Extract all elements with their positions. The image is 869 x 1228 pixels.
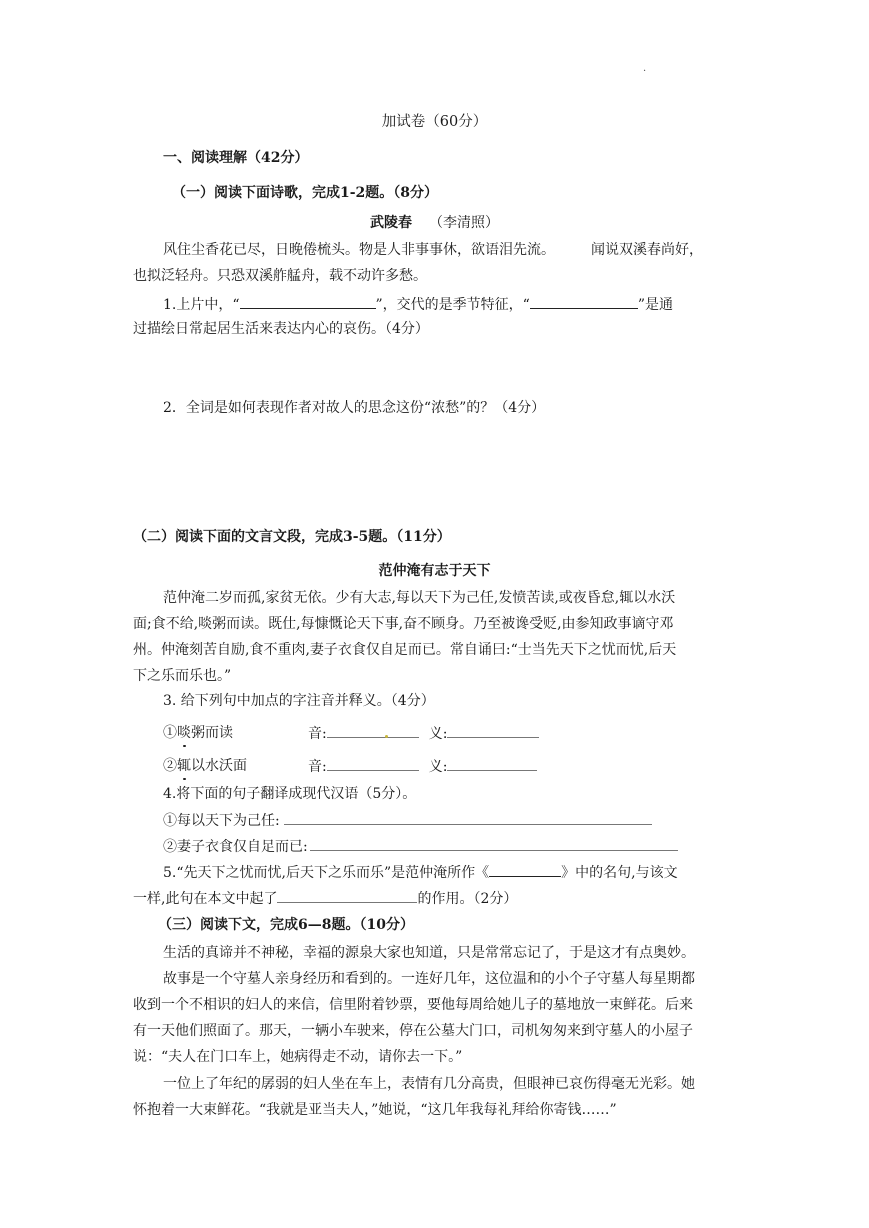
- q3-a-yin-label: 音:: [308, 726, 327, 742]
- q5-text-a: 5.“先天下之忧而忧,后天下之乐而乐”是范仲淹所作《: [163, 865, 490, 881]
- q3-a-dotted-char: 啖: [177, 725, 191, 741]
- classical-title: 范仲淹有志于天下: [378, 563, 491, 579]
- q4-item-b: [163, 836, 678, 857]
- classical-p3: 州。仲淹刻苦自励,食不重肉,妻子衣食仅自足而已。常自诵曰:“士当先天下之忧而忧,后天: [133, 642, 677, 658]
- poem-line-1b: 闻说双溪春尚好，: [591, 242, 703, 258]
- q1-text-b: ”，交代的是季节特征，“: [375, 297, 530, 313]
- q4-b-text: ②妻子衣食仅自足而已:: [163, 839, 308, 855]
- poem-line-1: [163, 240, 703, 260]
- q3-b-num: ②: [163, 758, 177, 774]
- q5-text-c: 一样,此句在本文中起了: [133, 891, 278, 907]
- q2: 2．全词是如何表现作者对故人的思念这份“浓愁”的？（4分）: [163, 400, 546, 416]
- q3-a-text: 粥而读: [191, 725, 233, 741]
- poem-line-2: 也拟泛轻舟。只恐双溪舴艋舟，载不动许多愁。: [133, 268, 427, 284]
- q3-b-yin-blank[interactable]: [327, 756, 419, 771]
- sec3-line-3: 收到一个不相识的妇人的来信，信里附着钞票，要他每周给她儿子的墓地放一束鲜花。后来: [133, 997, 693, 1013]
- sec3-line-1: 生活的真谛并不神秘，幸福的源泉大家也知道，只是常常忘记了，于是这才有点奥妙。: [163, 945, 695, 961]
- q5-line-1: [163, 862, 678, 883]
- part1-heading: 一、阅读理解（42分）: [163, 150, 309, 166]
- q3-b-text: 以水沃面: [191, 758, 247, 774]
- q3-a-yi-blank[interactable]: [447, 723, 539, 738]
- q3-a-yin-blank[interactable]: [327, 723, 419, 738]
- stray-mark: [385, 735, 388, 738]
- q3-b-dotted-char: 辄: [177, 758, 191, 774]
- q3-b-yi-blank[interactable]: [447, 756, 537, 771]
- classical-p2: 面;食不给,啖粥而读。既仕,每慷慨论天下事,奋不顾身。乃至被谗受贬,由参知政事谪守邓: [133, 616, 674, 632]
- sec2-heading: （二）阅读下面的文言文段，完成3-5题。（11分）: [133, 529, 451, 545]
- q3-a-yi-label: 义:: [428, 726, 448, 742]
- q1-blank-2[interactable]: [530, 294, 638, 309]
- q4-a-blank[interactable]: [284, 810, 652, 825]
- exam-title: 加试卷（60分）: [381, 114, 488, 130]
- classical-p4: 下之乐而乐也。”: [133, 668, 232, 684]
- q5-blank-1[interactable]: [489, 862, 561, 877]
- q5-blank-2[interactable]: [277, 888, 417, 903]
- poem-author: （李清照）: [428, 215, 499, 231]
- poem-title-line: [0, 213, 869, 233]
- q4-heading: 4.将下面的句子翻译成现代汉语（5分）。: [163, 786, 417, 802]
- sec3-line-4: 有一天他们照面了。那天，一辆小车驶来，停在公墓大门口，司机匆匆来到守墓人的小屋子: [133, 1023, 693, 1039]
- q5-text-d: 的作用。（2分）: [417, 891, 518, 907]
- q1-text-a: 1.上片中，“: [163, 297, 240, 313]
- q5-line-2: [133, 888, 517, 909]
- q3-a-answer: [308, 723, 539, 744]
- q4-item-a: [163, 810, 652, 831]
- sec3-line-7: 怀抱着一大束鲜花。“我就是亚当夫人，”她说，“这几年我每礼拜给你寄钱……”: [133, 1102, 617, 1118]
- q4-b-blank[interactable]: [310, 836, 678, 851]
- q3-b-answer: [308, 756, 537, 777]
- poem-line-1a: 风住尘香花已尽，日晚倦梳头。物是人非事事休，欲语泪先流。: [163, 242, 555, 258]
- classical-p1: 范仲淹二岁而孤,家贫无依。少有大志,每以天下为己任,发愤苦读,或夜昏怠,辄以水沃: [163, 590, 676, 606]
- poem-title: 武陵春: [370, 215, 413, 231]
- sec3-heading: （三）阅读下文，完成6—8题。（10分）: [158, 917, 414, 933]
- q1-blank-1[interactable]: [240, 294, 376, 309]
- q5-text-b: 》中的名句,与该文: [561, 865, 678, 881]
- q3-b-yin-label: 音:: [308, 759, 327, 775]
- q3-item-a: [163, 723, 233, 743]
- corner-dot: ·: [643, 66, 647, 77]
- sec1-heading: （一）阅读下面诗歌，完成1-2题。（8分）: [172, 185, 439, 201]
- q3-b-yi-label: 义:: [428, 759, 448, 775]
- sec3-line-6: 一位上了年纪的孱弱的妇人坐在车上，表情有几分高贵，但眼神已哀伤得毫无光彩。她: [163, 1076, 695, 1092]
- q4-a-text: ①每以天下为己任:: [163, 813, 280, 829]
- sec3-line-5: 说：“夫人在门口车上，她病得走不动，请你去一下。”: [133, 1049, 463, 1065]
- q3-item-b: [163, 756, 247, 776]
- q1-text-c: ”是通: [637, 297, 674, 313]
- sec3-line-2: 故事是一个守墓人亲身经历和看到的。一连好几年，这位温和的小个子守墓人每星期都: [163, 971, 695, 987]
- q1-line-2: 过描绘日常起居生活来表达内心的哀伤。（4分）: [133, 321, 429, 337]
- q1-line-1: [163, 294, 673, 315]
- q3-heading: 3. 给下列句中加点的字注音并释义。（4分）: [163, 693, 435, 709]
- q3-a-num: ①: [163, 725, 177, 741]
